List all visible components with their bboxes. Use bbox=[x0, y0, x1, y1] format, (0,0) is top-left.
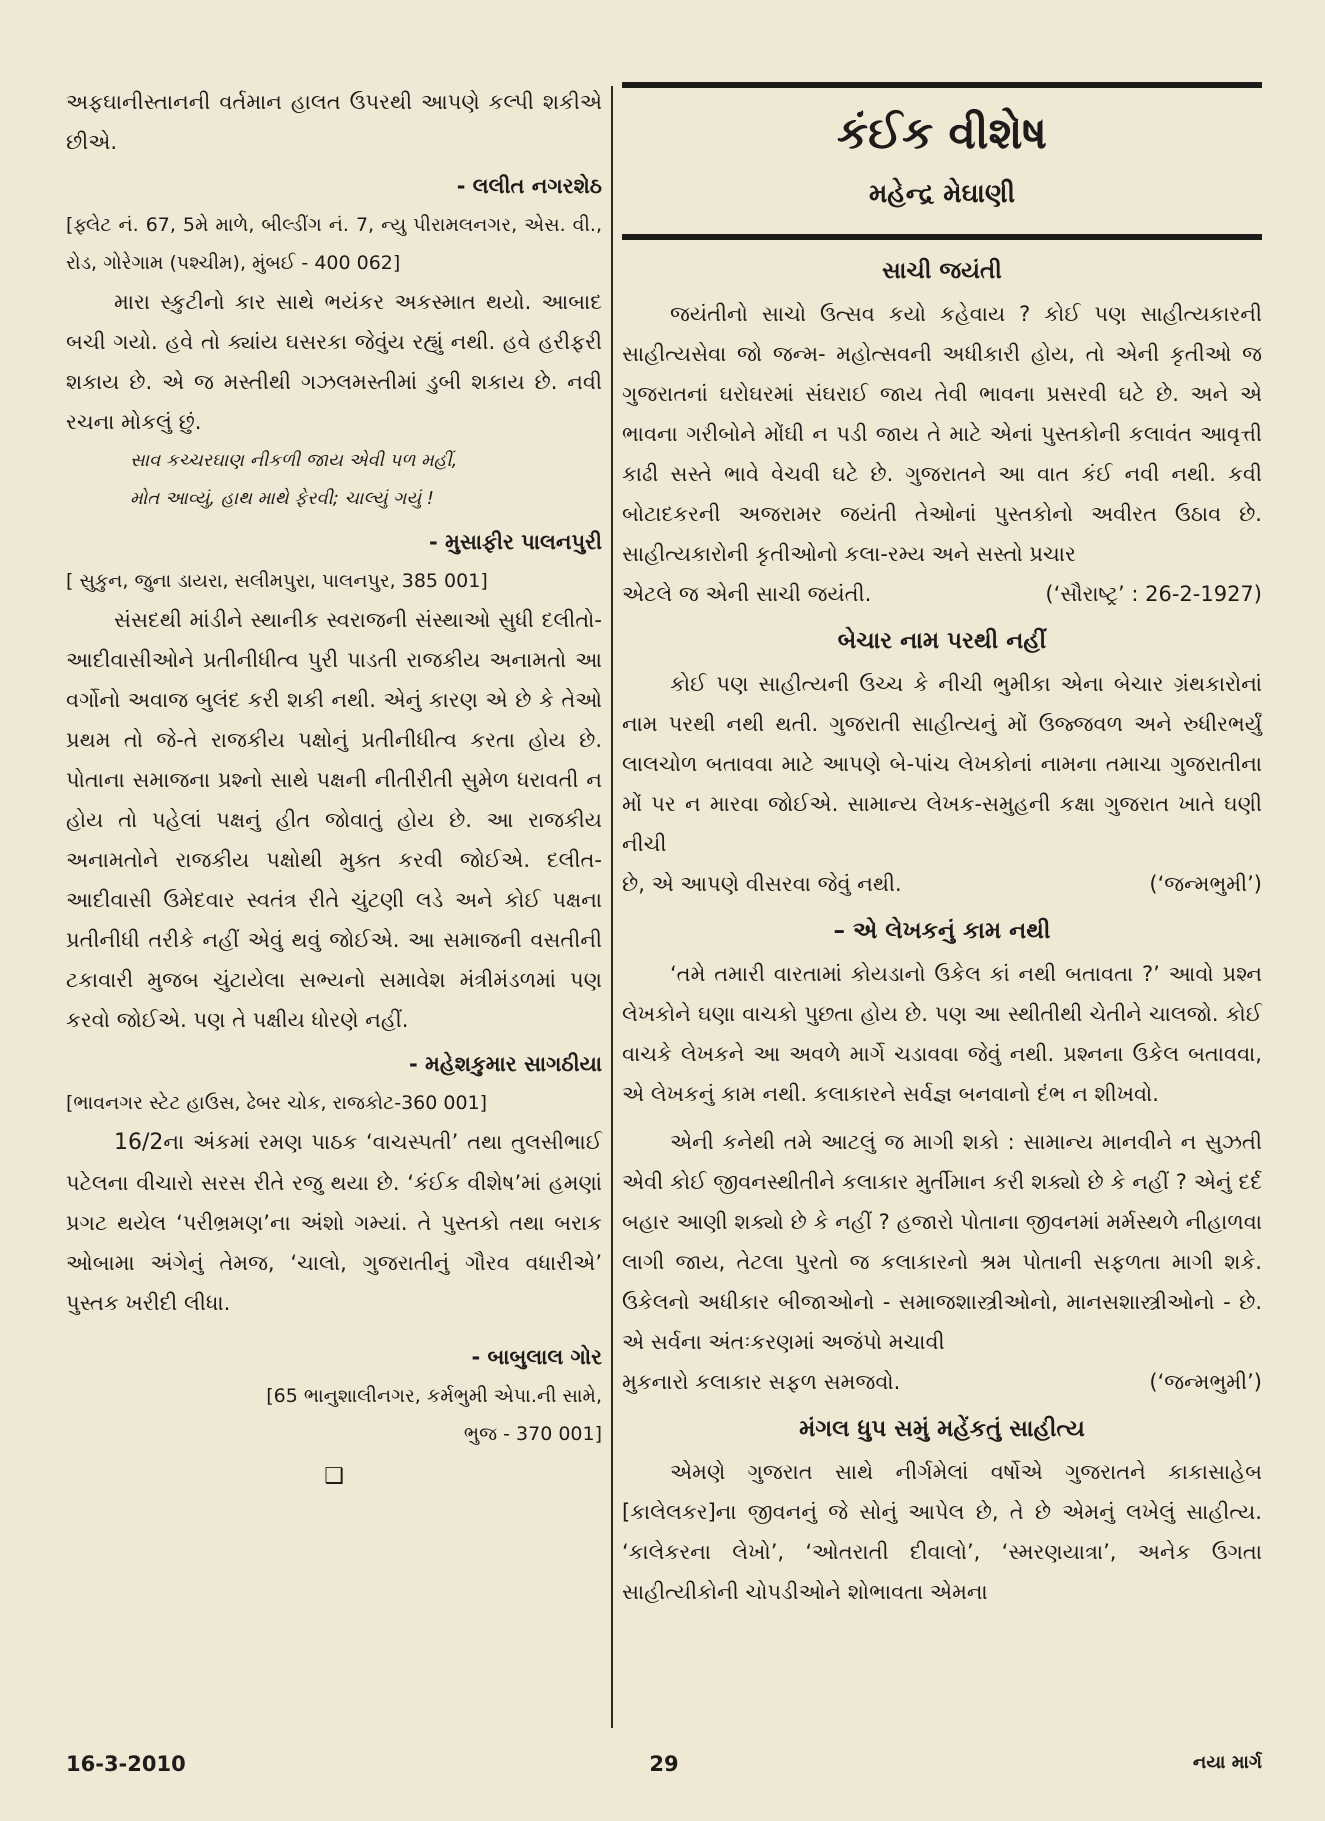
source-citation: (‘સૌરાષ્ટ્ર’ : 26-2-1927) bbox=[1045, 582, 1262, 606]
source-citation: (‘જન્મભુમી’) bbox=[1149, 1370, 1262, 1394]
page-footer bbox=[66, 1752, 1262, 1792]
column-divider bbox=[611, 86, 613, 1728]
magazine-name: નયા માર્ગ bbox=[1192, 1752, 1262, 1773]
header-rule bbox=[622, 234, 1262, 240]
letters-column bbox=[66, 82, 602, 1495]
section-last-text: મુકનારો કલાકાર સફળ સમજવો. bbox=[622, 1370, 901, 1394]
letter-address: [ફ્લેટ નં. 67, 5મે માળે, બીલ્ડીંગ નં. 7, ન્યુ પીરામલનગર, એસ. વી., રોડ, ગોરેગામ (પશ્ચીમ), મુંબઈ - 400 062] bbox=[66, 214, 602, 274]
letter-signature: - લલીત નગરશેઠ bbox=[456, 174, 602, 198]
section-heading: બેચાર નામ પરથી નહીં bbox=[837, 628, 1047, 654]
source-citation: (‘જન્મભુમી’) bbox=[1149, 872, 1262, 896]
section-closing-line bbox=[622, 864, 1262, 904]
section-heading: – એ લેખકનું કામ નથી bbox=[833, 918, 1051, 944]
section-heading: મંગલ ધુપ સમું મહેંકતું સાહીત્ય bbox=[799, 1416, 1085, 1442]
letter-paragraph: સંસદથી માંડીને સ્થાનીક સ્વરાજની સંસ્થાઓ સુધી દલીતો-આદીવાસીઓને પ્રતીનીધીત્વ પુરી પાડતી રાજકીય અનામતો આ વર્ગોનો અવાજ બુલંદ કરી શકી નથી. એનું કારણ એ છે કે તેઓ પ્રથમ તો જે-તે રાજકીય પક્ષોનું પ્રતીનીધીત્વ કરતા હોય છે. પોતાના સમાજના પ્રશ્નો સાથે પક્ષની નીતીરીતી સુમેળ ધરાવતી ન હોય તો પહેલાં પક્ષનું હીત જોવાતું હોય છે. આ રાજકીય અનામતોને રાજકીય પક્ષોથી મુક્ત કરવી જોઈએ. દલીત-આદીવાસી ઉમેદવાર સ્વતંત્ર રીતે ચુંટણી લડે અને કોઈ પક્ષના પ્રતીનીધી તરીકે નહીં એવું થવું જોઈએ. આ સમાજની વસતીની ટકાવારી મુજબ ચુંટાયેલા સભ્યનો સમાવેશ મંત્રીમંડળમાં પણ કરવો જોઈએ. પણ તે પક્ષીય ધોરણે નહીં. bbox=[66, 608, 602, 1032]
poem-line: મોત આવ્યું, હાથ માથે ફેરવી; ચાલ્યું ગયું ! bbox=[130, 488, 434, 509]
issue-date: 16-3-2010 bbox=[66, 1752, 186, 1776]
section-last-text: એટલે જ એની સાચી જયંતી. bbox=[622, 582, 872, 606]
header-rule bbox=[622, 82, 1262, 88]
letter-address: [ સુકુન, જુના ડાયરા, સલીમપુરા, પાલનપુર, 385 001] bbox=[66, 570, 488, 592]
letter-signature: - મુસાફીર પાલનપુરી bbox=[429, 530, 602, 554]
section-last-text: છે, એ આપણે વીસરવા જેવું નથી. bbox=[622, 872, 902, 896]
letter-address: ભુજ - 370 001] bbox=[463, 1423, 602, 1445]
letter-paragraph bbox=[66, 1122, 602, 1323]
letter-address: [ભાવનગર સ્ટેટ હાઉસ, ઢેબર ચોક, રાજકોટ-360 001] bbox=[66, 1092, 488, 1114]
section-body: એમણે ગુજરાત સાથે નીર્ગમેલાં વર્ષોએ ગુજરાતને કાકાસાહેબ [કાલેલકર]ના જીવનનું જે સોનું આપેલ છે, તે છે એમનું લખેલું સાહીત્ય. ‘કાલેકરના લેખો’, ‘ઓતરાતી દીવાલો’, ‘સ્મરણયાત્રા’, અનેક ઉગતા સાહીત્યીકોની ચોપડીઓને શોભાવતા એમના bbox=[622, 1460, 1262, 1604]
letter-signature: - મહેશકુમાર સાગઠીયા bbox=[409, 1052, 602, 1076]
column-title: કંઈક વીશેષ bbox=[837, 108, 1047, 159]
page-number: 29 bbox=[649, 1752, 679, 1776]
feature-column bbox=[622, 82, 1262, 1612]
end-mark-icon: ❑ bbox=[324, 1464, 344, 1489]
section-body: જયંતીનો સાચો ઉત્સવ કયો કહેવાય ? કોઈ પણ સાહીત્યકારની સાહીત્યસેવા જો જન્મ- મહોત્સવની અધીકારી હોય, તો એની કૃતીઓ જ ગુજરાતનાં ઘરોઘરમાં સંઘરાઈ જાય તેવી ભાવના પ્રસરવી ઘટે છે. અને એ ભાવના ગરીબોને મોંઘી ન પડી જાય તે માટે એનાં પુસ્તકોની કલાવંત આવૃત્તી કાઢી સસ્તે ભાવે વેચવી ઘટે છે. ગુજરાતને આ વાત કંઈ નવી નથી. કવી બોટાદકરની અજરામર જયંતી તેઓનાં પુસ્તકોનો અવીરત ઉઠાવ છે. સાહીત્યકારોની કૃતીઓનો કલા-રમ્ય અને સસ્તો પ્રચાર bbox=[622, 302, 1262, 566]
column-author: મહેન્દ્ર મેઘાણી bbox=[868, 179, 1016, 209]
section-body: એની કનેથી તમે આટલું જ માગી શકો : સામાન્ય માનવીને ન સુઝતી એવી કોઈ જીવનસ્થીતીને કલાકાર મુર્તીમાન કરી શક્યો છે કે નહીં ? એનું દર્દ બહાર આણી શક્યો છે કે નહીં ? હજારો પોતાના જીવનમાં મર્મસ્થળે નીહાળવા લાગી જાય, તેટલા પુરતો જ કલાકારનો શ્રમ પોતાની સફળતા માગી શકે. ઉકેલનો અધીકાર બીજાઓનો - સમાજશાસ્ત્રીઓનો, માનસશાસ્ત્રીઓનો - છે. એ સર્વના અંતઃકરણમાં અજંપો મચાવી bbox=[622, 1130, 1262, 1354]
letter-signature: - બાબુલાલ ગોર bbox=[471, 1345, 602, 1369]
section-heading: સાચી જયંતી bbox=[882, 258, 1002, 284]
section-body: કોઈ પણ સાહીત્યની ઉચ્ચ કે નીચી ભુમીકા એના બેચાર ગ્રંથકારોનાં નામ પરથી નથી થતી. ગુજરાતી સાહીત્યનું મોં ઉજ્જવળ અને રુધીરભર્યું લાલચોળ બતાવવા માટે આપણે બે-પાંચ લેખકોનાં નામના તમાચા ગુજરાતીના મોં પર ન મારવા જોઈએ. સામાન્ય લેખક-સમુહની કક્ષા ગુજરાત ખાતે ઘણી નીચી bbox=[622, 672, 1262, 856]
issue-date-reference: 16/2 bbox=[114, 1130, 164, 1155]
letter-ending-paragraph: અફઘાનીસ્તાનની વર્તમાન હાલત ઉપરથી આપણે કલ્પી શકીએ છીએ. bbox=[66, 90, 602, 154]
letter-paragraph-text: ના અંકમાં રમણ પાઠક ‘વાચસ્પતી’ તથા તુલસીભાઈ પટેલના વીચારો સરસ રીતે રજુ થયા છે. ‘કંઈક વીશેષ’માં હમણાં પ્રગટ થયેલ ‘પરીભ્રમણ’ના અંશો ગમ્યાં. તે પુસ્તકો તથા બરાક ઓબામા અંગેનું તેમજ, ‘ચાલો, ગુજરાતીનું ગૌરવ વધારીએ’ પુસ્તક ખરીદી લીધા. bbox=[66, 1130, 602, 1315]
letter-address: [65 ભાનુશાલીનગર, કર્મભુમી એપા.ની સામે, bbox=[266, 1385, 602, 1407]
section-closing-line bbox=[622, 574, 1262, 614]
letter-paragraph: મારા સ્કુટીનો કાર સાથે ભયંકર અકસ્માત થયો. આબાદ બચી ગયો. હવે તો ક્યાંય ઘસરકા જેવુંય રહ્યું નથી. હવે હરીફરી શકાય છે. એ જ મસ્તીથી ગઝલમસ્તીમાં ડુબી શકાય છે. નવી રચના મોકલું છું. bbox=[66, 290, 602, 434]
section-body: ‘તમે તમારી વારતામાં કોયડાનો ઉકેલ કાં નથી બતાવતા ?’ આવો પ્રશ્ન લેખકોને ઘણા વાચકો પુછતા હોય છે. પણ આ સ્થીતીથી ચેતીને ચાલજો. કોઈ વાચકે લેખકને આ અવળે માર્ગે ચડાવવા જેવું નથી. પ્રશ્નના ઉકેલ બતાવવા, એ લેખકનું કામ નથી. કલાકારને સર્વજ્ઞ બનવાનો દંભ ન શીખવો. bbox=[622, 962, 1262, 1106]
poem-line: સાવ કચ્ચરઘાણ નીકળી જાય એવી પળ મહીં, bbox=[130, 450, 458, 471]
section-closing-line bbox=[622, 1362, 1262, 1402]
